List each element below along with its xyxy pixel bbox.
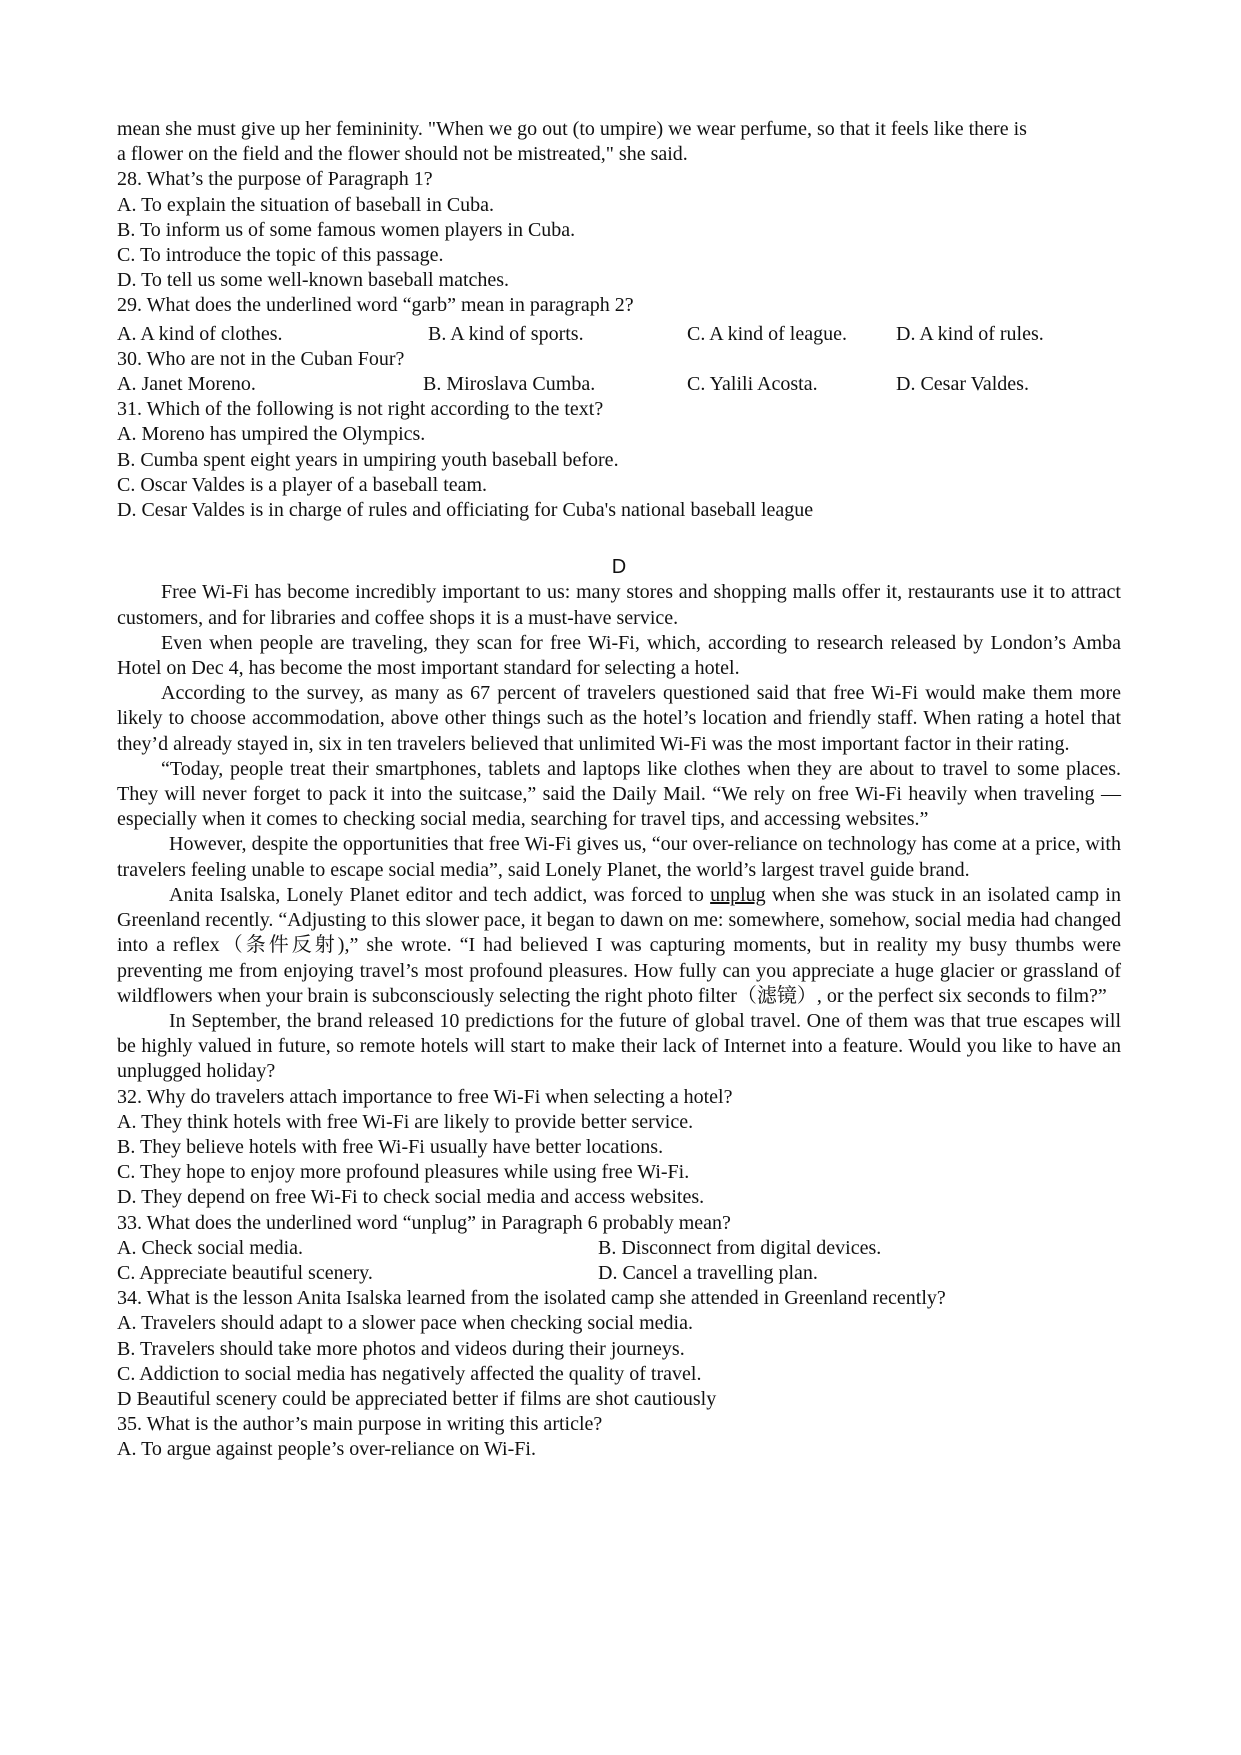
question-33 xyxy=(117,1211,1121,1287)
question-32 xyxy=(117,1085,1121,1211)
passage-paragraph-5: However, despite the opportunities that free Wi-Fi gives us, “our over-reliance on technology has come at a price, with travelers feeling unable to escape social media”, said Lonely Planet, the world’s largest travel guide brand. xyxy=(117,833,1121,881)
passage-paragraph-1: Free Wi-Fi has become incredibly important to us: many stores and shopping malls offer it, restaurants use it to attract customers, and for libraries and coffee shops it is a must-have service. xyxy=(117,581,1121,629)
passage-d xyxy=(117,580,1121,1084)
question-stem: 29. What does the underlined word “garb” mean in paragraph 2? xyxy=(117,294,634,317)
option-a: A. Janet Moreno. xyxy=(117,373,256,396)
option-b: B. To inform us of some famous women players in Cuba. xyxy=(117,218,576,241)
passage-c-tail-line-2: a flower on the field and the flower should not be mistreated," she said. xyxy=(117,143,688,166)
passage-paragraph-6 xyxy=(117,883,1121,1009)
option-d: D. They depend on free Wi-Fi to check social media and access websites. xyxy=(117,1186,705,1209)
option-c: C. A kind of league. xyxy=(687,322,847,345)
question-stem: 30. Who are not in the Cuban Four? xyxy=(117,347,405,370)
option-d: D. To tell us some well-known baseball matches. xyxy=(117,269,510,292)
option-c: C. They hope to enjoy more profound pleasures while using free Wi-Fi. xyxy=(117,1161,690,1184)
option-b: B. They believe hotels with free Wi-Fi usually have better locations. xyxy=(117,1135,664,1158)
option-b: B. Miroslava Cumba. xyxy=(423,373,596,396)
underlined-word: unplug xyxy=(710,883,766,906)
option-c: C. Yalili Acosta. xyxy=(687,373,818,396)
option-b: B. A kind of sports. xyxy=(428,322,584,345)
option-c: C. Appreciate beautiful scenery. xyxy=(117,1261,373,1284)
options-row xyxy=(117,372,1121,397)
option-a: A. They think hotels with free Wi-Fi are likely to provide better service. xyxy=(117,1110,694,1133)
question-35 xyxy=(117,1412,1121,1462)
option-a: A. To argue against people’s over-reliance on Wi-Fi. xyxy=(117,1438,536,1461)
passage-paragraph-4: “Today, people treat their smartphones, tablets and laptops like clothes when they are about to travel to some places. They will never forget to pack it into the suitcase,” said the Daily Mail. “We rely on free Wi-Fi heavily when traveling — especially when it comes to checking social media, searching for travel tips, and accessing websites.” xyxy=(117,757,1121,831)
option-d: D. Cancel a travelling plan. xyxy=(598,1261,818,1284)
option-d: D. Cesar Valdes is in charge of rules and officiating for Cuba's national baseball league xyxy=(117,499,814,522)
options-row xyxy=(117,1261,1121,1286)
option-d: D. Cesar Valdes. xyxy=(896,373,1029,396)
question-28 xyxy=(117,167,1121,293)
option-c: C. Oscar Valdes is a player of a baseball team. xyxy=(117,473,488,496)
question-stem: 35. What is the author’s main purpose in writing this article? xyxy=(117,1413,603,1436)
section-heading-d: D xyxy=(611,556,627,579)
option-d: D Beautiful scenery could be appreciated better if films are shot cautiously xyxy=(117,1387,717,1410)
option-a: A. Travelers should adapt to a slower pace when checking social media. xyxy=(117,1312,693,1335)
option-b: B. Disconnect from digital devices. xyxy=(598,1236,882,1259)
option-a: A. A kind of clothes. xyxy=(117,322,283,345)
option-a: A. To explain the situation of baseball in Cuba. xyxy=(117,193,495,216)
options-row xyxy=(117,322,1121,347)
question-stem: 32. Why do travelers attach importance to free Wi-Fi when selecting a hotel? xyxy=(117,1085,733,1108)
options-row xyxy=(117,1236,1121,1261)
document-page xyxy=(117,117,1121,1463)
passage-paragraph-7: In September, the brand released 10 predictions for the future of global travel. One of them was that true escapes will be highly valued in future, so remote hotels will start to make their lack of Internet into a feature. Would you like to have an unplugged holiday? xyxy=(117,1009,1121,1083)
option-b: B. Travelers should take more photos and videos during their journeys. xyxy=(117,1337,685,1360)
option-c: C. To introduce the topic of this passage. xyxy=(117,244,444,267)
passage-c-tail-line-1: mean she must give up her femininity. "When we go out (to umpire) we wear perfume, so that it feels like there is xyxy=(117,118,1027,140)
passage-paragraph-3: According to the survey, as many as 67 percent of travelers questioned said that free Wi-Fi would make them more likely to choose accommodation, above other things such as the hotel’s location and friendly staff. When rating a hotel that they’d already stayed in, six in ten travelers believed that unlimited Wi-Fi was the most important factor in their rating. xyxy=(117,682,1121,755)
option-a: A. Moreno has umpired the Olympics. xyxy=(117,423,426,446)
option-a: A. Check social media. xyxy=(117,1236,304,1259)
option-d: D. A kind of rules. xyxy=(896,322,1044,345)
question-stem: 28. What’s the purpose of Paragraph 1? xyxy=(117,168,433,191)
question-31 xyxy=(117,397,1121,523)
question-stem: 34. What is the lesson Anita Isalska learned from the isolated camp she attended in Greenland recently? xyxy=(117,1287,946,1310)
question-stem: 33. What does the underlined word “unplug” in Paragraph 6 probably mean? xyxy=(117,1211,731,1234)
question-stem: 31. Which of the following is not right according to the text? xyxy=(117,398,604,421)
option-c: C. Addiction to social media has negatively affected the quality of travel. xyxy=(117,1362,702,1385)
question-30 xyxy=(117,347,1121,397)
question-29 xyxy=(117,293,1121,346)
paragraph-text: Anita Isalska, Lonely Planet editor and tech addict, was forced to xyxy=(169,883,711,906)
passage-paragraph-2: Even when people are traveling, they scan for free Wi-Fi, which, according to research released by London’s Amba Hotel on Dec 4, has become the most important standard for selecting a hotel. xyxy=(117,631,1121,680)
option-b: B. Cumba spent eight years in umpiring youth baseball before. xyxy=(117,448,619,471)
paragraph-text: when she was stuck in an isolated camp in Greenland recently. “Adjusting to this slower pace, it began to dawn on me: somewhere, somehow, social media had changed into a reflex（条件反射),” she wrote. “I had believed I was capturing moments, but in reality my busy thumbs were preventing me from enjoying travel’s most profound pleasures. How fully can you appreciate a huge glacier or grassland of wildflowers when your brain is subconsciously selecting the right photo filter（滤镜）, or the perfect six seconds to film?” xyxy=(117,883,1121,1007)
question-34 xyxy=(117,1286,1121,1412)
